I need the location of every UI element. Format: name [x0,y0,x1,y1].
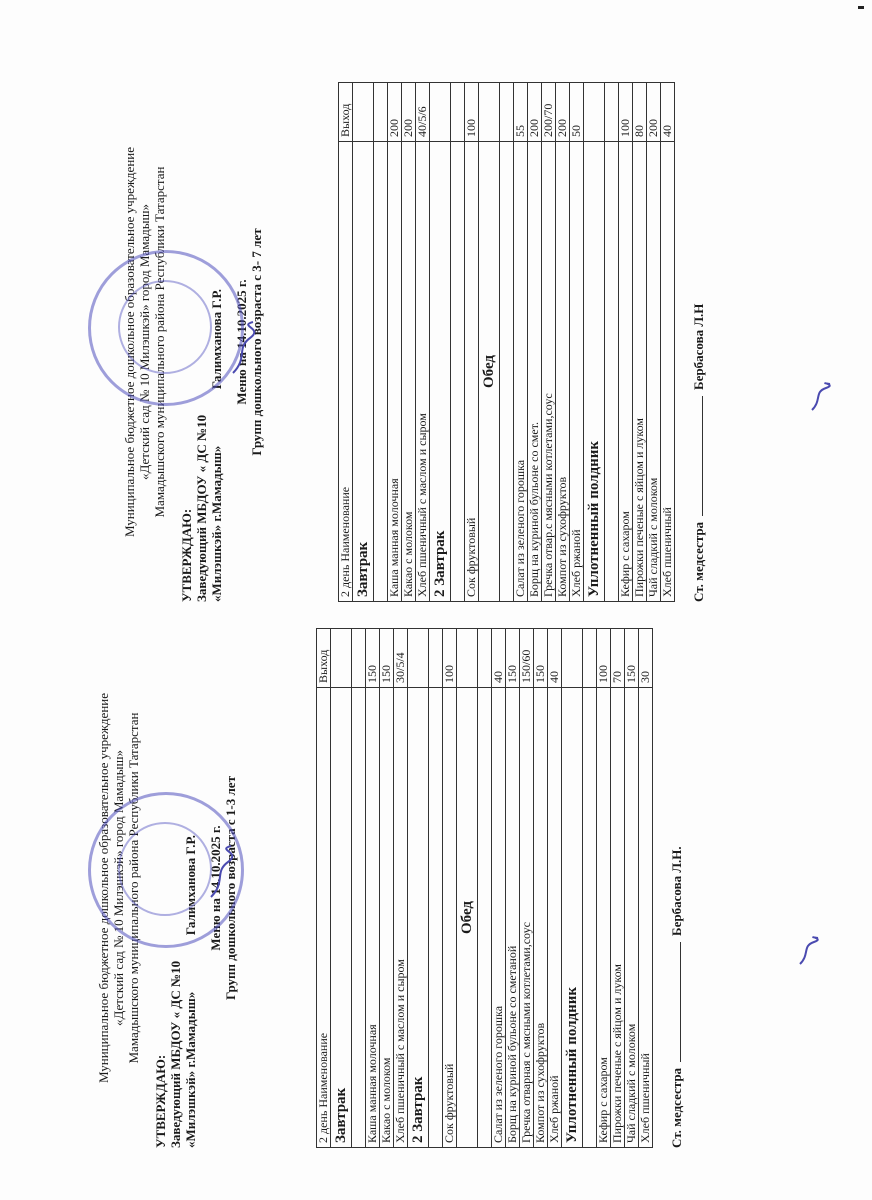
dish-output [605,83,619,142]
section-title: Обед [479,142,500,602]
dish-name: Хлеб пшеничный с маслом и сыром [394,688,408,1148]
section-row [353,83,374,602]
dish-output: 40 [492,629,506,688]
dish-output [457,629,478,688]
dish-name [429,688,443,1148]
table-row [605,83,619,602]
org-line-2: «Детский сад № 10 Милэшкэй» город Мамадыш» [111,750,126,1026]
table-row [429,629,443,1148]
dish-output [562,629,583,688]
table-row [465,83,479,602]
dish-output: 40 [548,629,562,688]
dish-name: Пирожки печеные с яйцом и луком [633,142,647,602]
table-header-row [339,83,353,602]
table-row [611,629,625,1148]
section-row [562,629,583,1148]
col-header-name: 2 день Наименование [339,142,353,602]
director-signature [206,842,236,902]
dish-output [584,83,605,142]
dish-output: 200 [556,83,570,142]
table-row [380,629,394,1148]
table-row [366,629,380,1148]
dish-name: Компот из сухофруктов [556,142,570,602]
dish-output [331,629,352,688]
dish-output: 150/60 [520,629,534,688]
approve-label: УТВЕРЖДАЮ: [153,1054,168,1148]
section-title: 2 Завтрак [408,688,429,1148]
nurse-name: Бербасова Л.Н. [669,846,684,936]
seal-stamp-inner [118,280,212,374]
dish-name [478,688,492,1148]
dish-name: Чай сладкий с молоком [647,142,661,602]
dish-output: 55 [514,83,528,142]
dish-output [374,83,388,142]
dish-output [408,629,429,688]
dish-name: Борщ на куриной бульоне со смет. [528,142,542,602]
dish-name [352,688,366,1148]
table-row [597,629,611,1148]
dish-name [374,142,388,602]
dish-output: 200/70 [542,83,556,142]
dish-name [500,142,514,602]
table-row [402,83,416,602]
menu-group: Групп дошкольного возраста с 1-3 лет [223,776,238,1000]
section-title: Завтрак [353,142,374,602]
dish-name: Пирожки печеные с яйцом и луком [611,688,625,1148]
nurse-signature [669,628,685,1148]
dish-name: Гречка отварная с мясными котлетами,соус [520,688,534,1148]
table-row [443,629,457,1148]
table-row [556,83,570,602]
table-row [534,629,548,1148]
org-line-2: «Детский сад № 10 Милэшкэй» город Мамадыш» [137,204,152,480]
dish-output: 40 [661,83,675,142]
approve-label: УТВЕРЖДАЮ: [179,508,194,602]
dish-output: 150 [366,629,380,688]
director-signature [228,318,258,378]
org-line-3: Мамадышского муниципального района Республики Татарстан [126,712,141,1064]
table-row [619,83,633,602]
dish-name: Салат из зеленого горошка [514,142,528,602]
nurse-label: Ст. медсестра [691,521,706,602]
nurse-signature [691,82,707,602]
section-title: Обед [457,688,478,1148]
table-header-row [317,629,331,1148]
section-title: Завтрак [331,688,352,1148]
seal-stamp-inner [118,822,212,916]
org-line-3: Мамадышского муниципального района Республики Татарстан [152,166,167,518]
approve-head: Заведующий МБДОУ « ДС №10 [168,960,183,1148]
org-line-1: Муниципальное бюджетное дошкольное образовательное учреждение [96,693,111,1083]
dish-name: Хлеб ржаной [548,688,562,1148]
col-header-out: Выход [317,629,331,688]
dish-name: Борщ на куриной бульоне со сметаной [506,688,520,1148]
table-row [570,83,584,602]
section-row [479,83,500,602]
dish-output: 150 [534,629,548,688]
table-row [478,629,492,1148]
nurse-signature-mark [808,380,834,414]
dish-output: 80 [633,83,647,142]
section-row [430,83,451,602]
dish-name: Каша манная молочная [366,688,380,1148]
dish-output [451,83,465,142]
dish-output [478,629,492,688]
dish-output: 150 [380,629,394,688]
dish-output [583,629,597,688]
scan-mark [858,6,864,9]
dish-name: Какао с молоком [380,688,394,1148]
nurse-signature-mark [796,934,822,968]
table-row [492,629,506,1148]
dish-name: Чай сладкий с молоком [625,688,639,1148]
dish-name: Сок фруктовый [443,688,457,1148]
approve-org: «Милэшкэй» г.Мамадыш» [209,445,224,602]
table-row [548,629,562,1148]
dish-name: Кефир с сахаром [597,688,611,1148]
dish-output: 100 [597,629,611,688]
dish-name: Каша манная молочная [388,142,402,602]
table-row [506,629,520,1148]
table-row [374,83,388,602]
dish-output [352,629,366,688]
menu-group: Групп дошкольного возраста с 3- 7 лет [249,228,264,456]
table-row [520,629,534,1148]
nurse-name: Бербасова Л.Н [691,303,706,390]
col-header-name: 2 день Наименование [317,688,331,1148]
approve-org: «Милэшкэй» г.Мамадыш» [183,991,198,1148]
table-row [633,83,647,602]
table-row [388,83,402,602]
dish-name: Гречка отвар.с мясными котлетами,соус [542,142,556,602]
dish-output: 70 [611,629,625,688]
dish-output: 100 [443,629,457,688]
table-row [542,83,556,602]
approve-head: Заведующий МБДОУ « ДС №10 [194,414,209,602]
table-row [514,83,528,602]
nurse-label: Ст. медсестра [669,1067,684,1148]
dish-output [479,83,500,142]
org-line-1: Муниципальное бюджетное дошкольное образовательное учреждение [122,147,137,537]
dish-output [429,629,443,688]
table-row [500,83,514,602]
dish-name [605,142,619,602]
dish-name: Хлеб пшеничный [661,142,675,602]
dish-name: Хлеб пшеничный с маслом и сыром [416,142,430,602]
dish-name [583,688,597,1148]
col-header-out: Выход [339,83,353,142]
dish-output: 30 [639,629,653,688]
table-row [394,629,408,1148]
dish-output: 100 [465,83,479,142]
dish-output: 150 [625,629,639,688]
section-row [331,629,352,1148]
dish-name [451,142,465,602]
table-row [625,629,639,1148]
table-row [352,629,366,1148]
menu-date: Меню на 14.10.2025 г. [208,825,223,951]
menu-date: Меню на 14.10.2025 г. [234,279,249,405]
section-row [457,629,478,1148]
table-row [661,83,675,602]
table-row [528,83,542,602]
section-title: Уплотненный полдник [562,688,583,1148]
dish-output [353,83,374,142]
table-row [451,83,465,602]
dish-output: 200 [647,83,661,142]
dish-output: 200 [388,83,402,142]
section-row [408,629,429,1148]
menu-table [338,82,675,602]
dish-output: 50 [570,83,584,142]
dish-output: 40/5/6 [416,83,430,142]
table-row [583,629,597,1148]
dish-output: 100 [619,83,633,142]
section-title: 2 Завтрак [430,142,451,602]
approve-name: Галимханова Г.Р. [183,834,198,936]
dish-output: 200 [528,83,542,142]
dish-name: Компот из сухофруктов [534,688,548,1148]
dish-output: 30/5/4 [394,629,408,688]
dish-name: Салат из зеленого горошка [492,688,506,1148]
dish-name: Сок фруктовый [465,142,479,602]
table-row [647,83,661,602]
dish-name: Кефир с сахаром [619,142,633,602]
dish-output: 200 [402,83,416,142]
dish-output: 150 [506,629,520,688]
menu-table [316,628,653,1148]
dish-name: Какао с молоком [402,142,416,602]
approve-name: Галимханова Г.Р. [209,288,224,390]
dish-name: Хлеб ржаной [570,142,584,602]
dish-output [500,83,514,142]
table-row [639,629,653,1148]
section-row [584,83,605,602]
dish-output [430,83,451,142]
table-row [416,83,430,602]
section-title: Уплотненный полдник [584,142,605,602]
dish-name: Хлеб пшеничный [639,688,653,1148]
